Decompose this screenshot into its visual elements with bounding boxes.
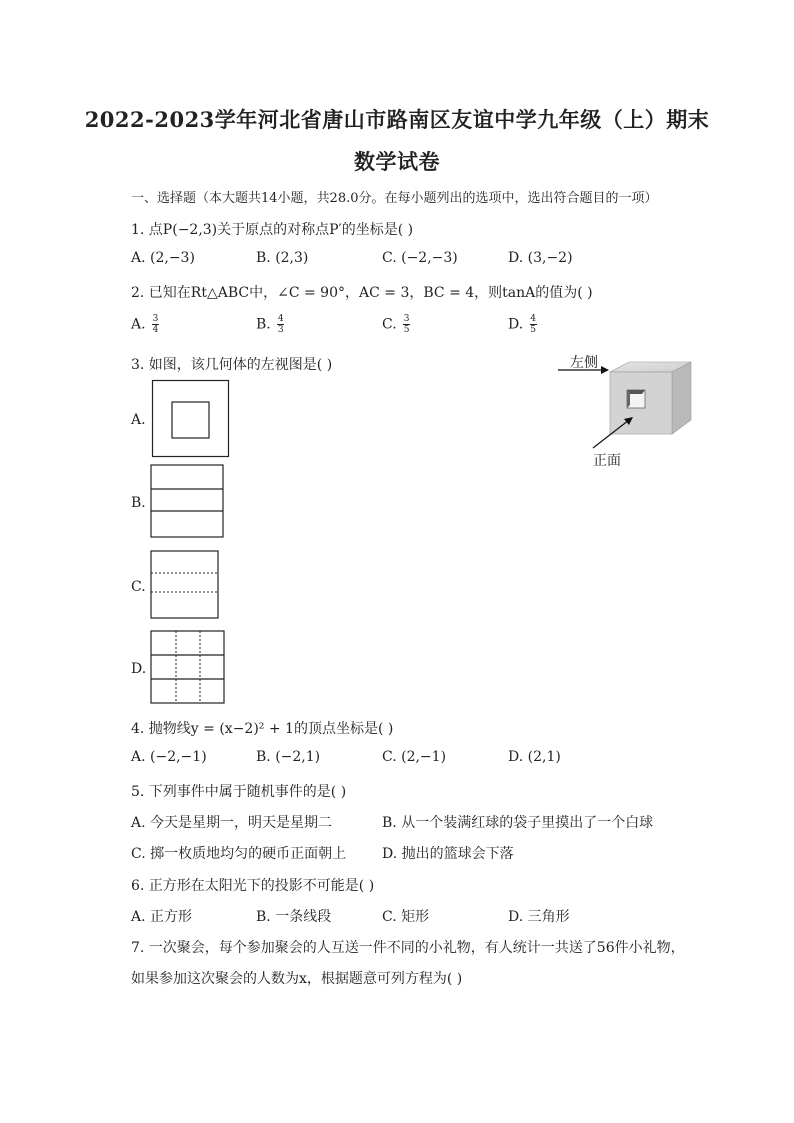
fraction-denominator: 5 — [530, 325, 536, 335]
q6-option-c: C. 矩形 — [382, 909, 430, 925]
q2-option-b-letter: B. — [256, 316, 271, 333]
q4-option-c: C. (2,−1) — [382, 749, 447, 765]
q2-option-a-letter: A. — [131, 316, 146, 333]
q1-option-d: D. (3,−2) — [508, 250, 573, 266]
q2-option-d-letter: D. — [508, 316, 524, 333]
q6-option-b: B. 一条线段 — [256, 909, 332, 925]
q5-option-c: C. 掷一枚质地均匀的硬币正面朝上 — [131, 846, 347, 862]
fraction-numerator: 4 — [530, 314, 536, 324]
q2-option-b-fraction — [277, 314, 284, 335]
question-1-stem: 1. 点P(−2,3)关于原点的对称点P′的坐标是( ) — [131, 222, 414, 238]
q2-option-d — [508, 314, 537, 335]
q3-option-a-figure — [151, 379, 230, 458]
question-6-stem: 6. 正方形在太阳光下的投影不可能是( ) — [131, 878, 375, 894]
question-3-stem: 3. 如图，该几何体的左视图是( ) — [131, 357, 333, 373]
q2-option-c-letter: C. — [382, 316, 397, 333]
q2-option-c-fraction — [403, 314, 410, 335]
q5-option-b: B. 从一个装满红球的袋子里摸出了一个白球 — [382, 815, 654, 831]
q5-option-d: D. 抛出的篮球会下落 — [382, 846, 514, 862]
question-2-stem: 2. 已知在Rt△ABC中，∠C = 90°，AC = 3，BC = 4，则tanA的值为( ) — [131, 285, 593, 301]
fraction-numerator: 3 — [152, 314, 159, 324]
q1-option-a: A. (2,−3) — [131, 250, 195, 266]
fraction-denominator: 5 — [403, 325, 410, 335]
question-5-stem: 5. 下列事件中属于随机事件的是( ) — [131, 784, 347, 800]
q6-option-d: D. 三角形 — [508, 909, 570, 925]
fraction-numerator: 4 — [277, 314, 284, 324]
q5-option-a: A. 今天是星期一，明天是星期二 — [131, 815, 333, 831]
q3-option-b-figure — [150, 464, 225, 538]
q3-option-c-figure — [150, 550, 220, 620]
section-heading: 一、选择题（本大题共14小题，共28.0分。在每小题列出的选项中，选出符合题目的一项） — [131, 191, 658, 206]
q3-option-c-letter: C. — [131, 579, 146, 595]
exam-title-line1: 2022-2023学年河北省唐山市路南区友谊中学九年级（上）期末 — [84, 107, 710, 132]
question-7-stem-continued: 如果参加这次聚会的人数为x，根据题意可列方程为( ) — [131, 971, 463, 987]
q2-option-a — [131, 314, 159, 335]
figure-label-left-side: 左侧 — [570, 355, 598, 371]
exam-title-line2: 数学试卷 — [354, 149, 440, 174]
q3-option-d-figure — [150, 630, 226, 705]
q3-option-a-letter: A. — [131, 412, 146, 428]
fraction-numerator: 3 — [403, 314, 410, 324]
figure-label-front: 正面 — [593, 453, 621, 469]
question-7-stem: 7. 一次聚会，每个参加聚会的人互送一件不同的小礼物，有人统计一共送了56件小礼物， — [131, 940, 685, 956]
q2-option-a-fraction — [152, 314, 159, 335]
q3-option-b-letter: B. — [131, 495, 146, 511]
fraction-denominator: 3 — [277, 325, 284, 335]
q2-option-c — [382, 314, 410, 335]
question-4-stem: 4. 抛物线y = (x−2)² + 1的顶点坐标是( ) — [131, 721, 394, 737]
q1-option-c: C. (−2,−3) — [382, 250, 458, 266]
q2-option-d-fraction — [530, 314, 537, 335]
q4-option-d: D. (2,1) — [508, 749, 561, 765]
q4-option-a: A. (−2,−1) — [131, 749, 207, 765]
fraction-denominator: 4 — [152, 325, 159, 335]
q3-option-d-letter: D. — [131, 661, 147, 677]
q1-option-b: B. (2,3) — [256, 250, 309, 266]
q2-option-b — [256, 314, 284, 335]
q6-option-a: A. 正方形 — [131, 909, 193, 925]
q4-option-b: B. (−2,1) — [256, 749, 321, 765]
